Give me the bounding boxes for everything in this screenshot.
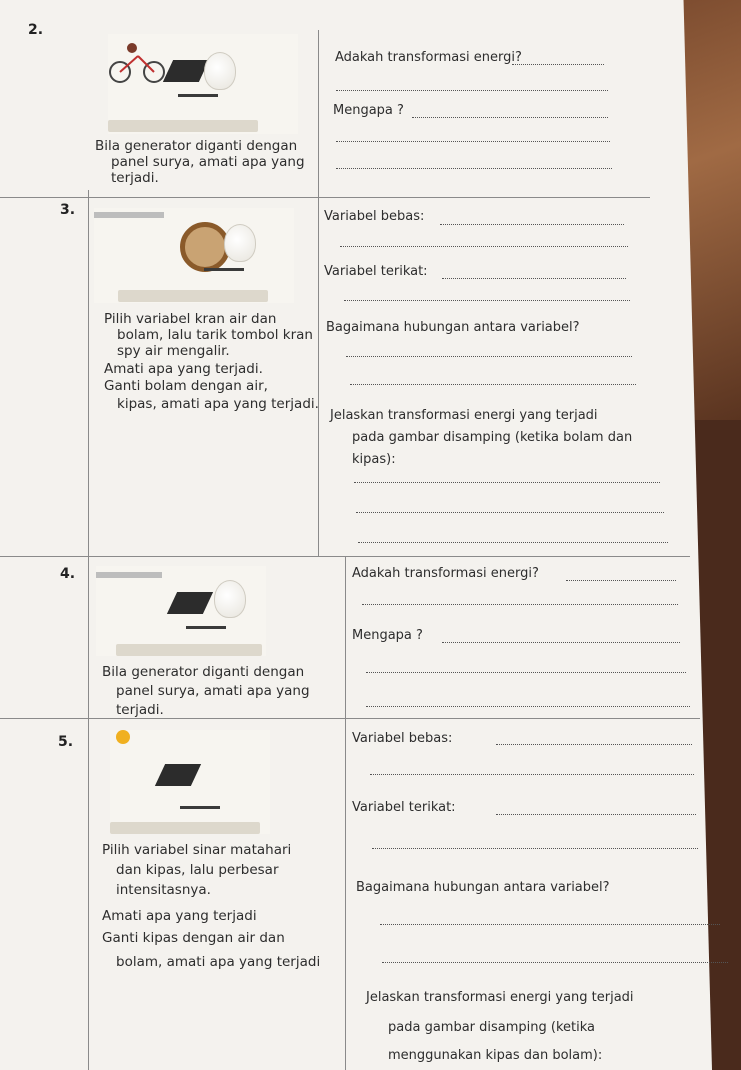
s3-left-line-5: Ganti bolam dengan air,: [104, 378, 268, 394]
s3-answer-line-5[interactable]: [346, 356, 632, 357]
solar-panel-simulation: [96, 566, 266, 656]
s2-question-energy: Adakah transformasi energi?: [335, 50, 522, 65]
row-divider-2: [0, 556, 690, 557]
row-divider-3: [0, 718, 700, 719]
solar-panel-icon: [155, 764, 201, 786]
s4-answer-line-4[interactable]: [366, 672, 686, 673]
lightbulb-icon: [214, 580, 246, 618]
s3-answer-line-3[interactable]: [442, 278, 626, 279]
s5-answer-line-3[interactable]: [496, 814, 696, 815]
s3-left-line-1: Pilih variabel kran air dan: [104, 311, 277, 327]
s5-question-explain-line-1: Jelaskan transformasi energi yang terjadi: [366, 990, 634, 1005]
left-margin-line: [88, 190, 89, 1070]
sun-icon: [116, 730, 130, 744]
s5-answer-line-6[interactable]: [382, 962, 728, 963]
s5-question-independent-var: Variabel bebas:: [352, 731, 453, 746]
s3-answer-line-1[interactable]: [440, 224, 624, 225]
s3-question-explain-line-1: Jelaskan transformasi energi yang terjadi: [330, 408, 598, 423]
wire-line: [186, 626, 226, 629]
row-divider-1: [0, 197, 650, 198]
s2-answer-line-4[interactable]: [336, 141, 610, 142]
bicycle-icon: [108, 42, 168, 82]
water-turbine-simulation: [94, 208, 294, 303]
s3-left-line-6: kipas, amati apa yang terjadi.: [117, 396, 319, 412]
water-tap-icon: [96, 572, 162, 578]
lightbulb-icon: [204, 52, 236, 90]
s3-answer-line-6[interactable]: [350, 384, 636, 385]
s4-question-energy: Adakah transformasi energi?: [352, 566, 539, 581]
s3-answer-line-8[interactable]: [356, 512, 664, 513]
solar-panel-icon: [167, 592, 213, 614]
s3-question-explain-line-3: kipas):: [352, 452, 396, 467]
s4-answer-line-1[interactable]: [566, 580, 676, 581]
simulation-toolbar: [118, 290, 268, 302]
s2-answer-line-3[interactable]: [412, 117, 608, 118]
s2-answer-line-1[interactable]: [512, 64, 604, 65]
s5-question-explain-line-3: menggunakan kipas dan bolam):: [388, 1048, 603, 1063]
column-divider-s2: [318, 30, 319, 198]
column-divider-s5: [345, 718, 346, 1070]
s3-question-independent-var: Variabel bebas:: [324, 209, 425, 224]
s5-left-line-2: dan kipas, lalu perbesar: [116, 862, 279, 878]
s2-answer-line-2[interactable]: [336, 90, 608, 91]
lightbulb-icon: [224, 224, 256, 262]
s5-left-line-4: Amati apa yang terjadi: [102, 908, 257, 924]
s3-question-dependent-var: Variabel terikat:: [324, 264, 428, 279]
s2-answer-line-5[interactable]: [336, 168, 612, 169]
wire-line: [180, 806, 220, 809]
s4-caption-line-1: Bila generator diganti dengan: [102, 664, 305, 680]
s5-left-line-6: bolam, amati apa yang terjadi: [116, 954, 321, 970]
section-2-number: 2.: [28, 22, 44, 38]
section-4-number: 4.: [60, 566, 76, 582]
s5-question-explain-line-2: pada gambar disamping (ketika: [388, 1020, 596, 1035]
s3-left-line-2: bolam, lalu tarik tombol kran: [117, 327, 313, 343]
s3-answer-line-7[interactable]: [354, 482, 660, 483]
s3-question-relation: Bagaimana hubungan antara variabel?: [326, 320, 580, 335]
s5-left-line-3: intensitasnya.: [116, 882, 211, 898]
wire-line: [178, 94, 218, 97]
solar-fan-simulation: [110, 730, 270, 834]
s2-caption-line-3: terjadi.: [111, 170, 159, 186]
s3-left-line-4: Amati apa yang terjadi.: [104, 361, 263, 377]
s3-left-line-3: spy air mengalir.: [117, 343, 230, 359]
s3-question-explain-line-2: pada gambar disamping (ketika bolam dan: [352, 430, 633, 445]
simulation-toolbar: [110, 822, 260, 834]
s4-caption-line-2: panel surya, amati apa yang: [116, 683, 310, 699]
s5-answer-line-5[interactable]: [380, 924, 720, 925]
s2-caption-line-1: Bila generator diganti dengan: [95, 138, 298, 154]
bike-generator-simulation: [108, 34, 298, 134]
s4-answer-line-3[interactable]: [442, 642, 680, 643]
s5-question-dependent-var: Variabel terikat:: [352, 800, 456, 815]
s3-answer-line-4[interactable]: [344, 300, 630, 301]
s4-caption-line-3: terjadi.: [116, 702, 164, 718]
column-divider-s3: [318, 198, 319, 556]
section-5-number: 5.: [58, 734, 74, 750]
section-3-number: 3.: [60, 202, 76, 218]
column-divider-s4: [345, 556, 346, 718]
water-tap-icon: [94, 212, 164, 218]
s5-answer-line-4[interactable]: [372, 848, 698, 849]
s5-answer-line-1[interactable]: [496, 744, 692, 745]
s5-question-relation: Bagaimana hubungan antara variabel?: [356, 880, 610, 895]
s3-answer-line-2[interactable]: [340, 246, 628, 247]
s4-answer-line-5[interactable]: [366, 706, 690, 707]
simulation-toolbar: [116, 644, 262, 656]
water-wheel-icon: [180, 222, 230, 272]
s4-question-why: Mengapa ?: [352, 628, 423, 643]
wire-line: [204, 268, 244, 271]
s3-answer-line-9[interactable]: [358, 542, 668, 543]
s5-answer-line-2[interactable]: [370, 774, 694, 775]
s5-left-line-5: Ganti kipas dengan air dan: [102, 930, 285, 946]
s2-question-why: Mengapa ?: [333, 103, 404, 118]
s5-left-line-1: Pilih variabel sinar matahari: [102, 842, 292, 858]
simulation-toolbar: [108, 120, 258, 132]
solar-panel-icon: [163, 60, 209, 82]
s4-answer-line-2[interactable]: [362, 604, 678, 605]
s2-caption-line-2: panel surya, amati apa yang: [111, 154, 305, 170]
